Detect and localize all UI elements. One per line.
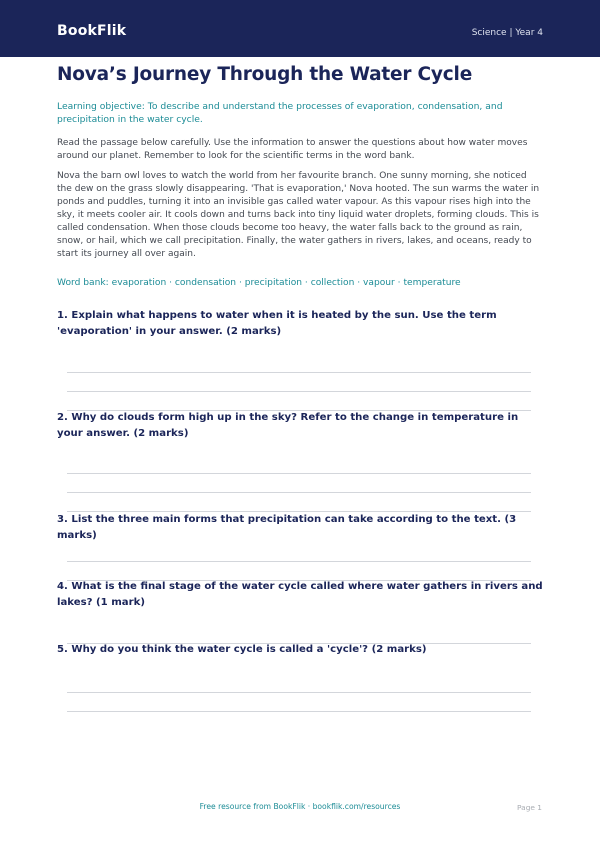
brand-logo: BookFlik — [57, 23, 127, 39]
reading-passage: Nova the barn owl loves to watch the world from her favourite branch. One sunny morning, she noticed the dew on the grass slowly disappearing. 'That is evaporation,' Nova hooted. The sun warms the water in ponds and puddles, turning it into an invisible gas called water vapour. As this vapour rises high into the sky, it meets cooler air. It cools down and turns back into tiny liquid water droplets, forming clouds. This is called condensation. When those clouds become too heavy, the water falls back to the ground as rain, snow, or hail, which we call precipitation. Finally, the water gathers in rivers, lakes, and oceans, ready to start its journey all over again. — [57, 171, 540, 259]
answer-line[interactable] — [67, 473, 531, 474]
question-5: 5. Why do you think the water cycle is called a 'cycle'? (2 marks) — [57, 644, 427, 655]
answer-line[interactable] — [67, 561, 531, 562]
word-bank: Word bank: evaporation · condensation · precipitation · collection · vapour · temperature — [57, 278, 461, 288]
answer-line[interactable] — [67, 391, 531, 392]
answer-line[interactable] — [67, 692, 531, 693]
worksheet-title: Nova’s Journey Through the Water Cycle — [57, 64, 473, 85]
answer-line[interactable] — [67, 372, 531, 373]
answer-line[interactable] — [67, 711, 531, 712]
question-4: 4. What is the final stage of the water cycle called where water gathers in rivers and lakes? (1 mark) — [57, 581, 543, 608]
question-1: 1. Explain what happens to water when it is heated by the sun. Use the term 'evaporation' in your answer. (2 marks) — [57, 310, 497, 337]
header-bar — [0, 0, 600, 57]
footer-text: Free resource from BookFlik · bookflik.com/resources — [199, 802, 401, 811]
learning-objective: Learning objective: To describe and understand the processes of evaporation, condensation, and precipitation in the water cycle. — [57, 101, 503, 125]
question-3: 3. List the three main forms that precipitation can take according to the text. (3 marks) — [57, 514, 517, 541]
instructions-paragraph: Read the passage below carefully. Use the information to answer the questions about how water moves around our planet. Remember to look for the scientific terms in the word bank. — [57, 138, 528, 161]
subject-year-label: Science | Year 4 — [471, 28, 543, 38]
page-number: Page 1 — [517, 803, 542, 812]
answer-line[interactable] — [67, 492, 531, 493]
question-2: 2. Why do clouds form high up in the sky? Refer to the change in temperature in your answer. (2 marks) — [57, 412, 519, 439]
